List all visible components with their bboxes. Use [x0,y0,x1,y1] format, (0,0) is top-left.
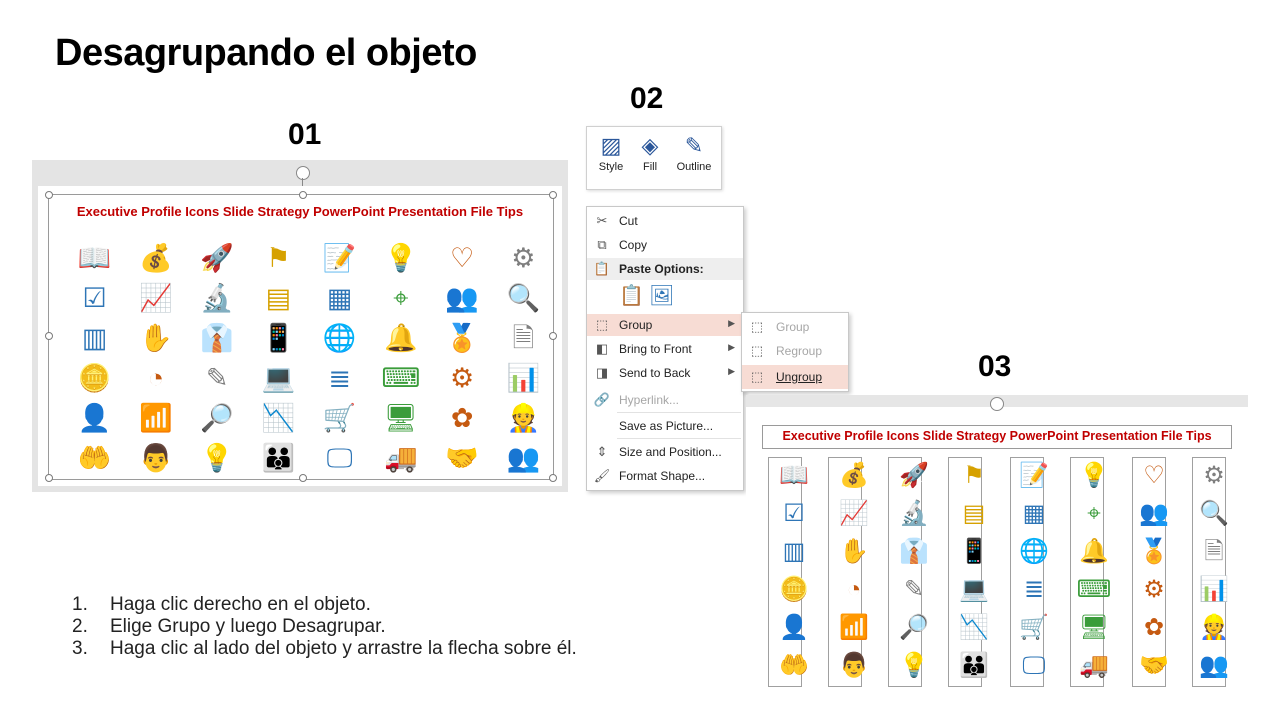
support-hand-icon: 🤲 [77,442,112,473]
menu-item-cut[interactable] [587,210,743,232]
coins-icon[interactable]: 🪙 [779,576,809,603]
devices-icon[interactable]: ▦ [1022,500,1046,527]
group-people-icon: 👥 [506,442,541,473]
bar-chart-icon: 📶 [139,402,173,433]
network-icon: ⚑ [266,242,291,273]
laptop-icon: 💻 [261,362,296,393]
worker-icon[interactable]: 👷 [1199,614,1229,641]
step-number-02: 02 [630,82,664,115]
gear-icon[interactable]: ⚙ [1143,576,1165,603]
menu-item-hyperlink[interactable] [587,389,743,411]
money-hand-icon: ⚙ [511,242,536,273]
heart-hand-icon: ♡ [450,242,475,273]
certificate-icon[interactable]: 🗎 [1204,538,1224,565]
paste-icon: 📋 [619,285,644,307]
growth-icon[interactable]: 📈 [839,500,869,527]
meeting-icon[interactable]: 👪 [959,652,989,679]
bulb-icon: 💡 [384,242,418,273]
report-search-icon: 🔎 [200,402,234,433]
handshake-icon: 🤝 [445,442,479,473]
invoice-icon[interactable]: ≣ [1023,576,1045,603]
scissors-icon: ✂ [596,213,608,228]
menu-label: Paste Options: [619,262,704,276]
menu-separator [617,412,741,413]
ungrouped-slide-screenshot [746,395,1248,697]
money-hand-icon[interactable]: ⚙ [1203,462,1225,489]
instruction-item [72,594,632,616]
checklist-icon[interactable]: ☑ [783,500,805,527]
delivery-icon[interactable]: 🚚 [1079,652,1109,679]
location-icon[interactable]: ⌖ [1087,500,1101,527]
grouped-slide-screenshot [32,160,568,492]
menu-separator [617,438,741,439]
outline-button[interactable] [674,131,714,173]
resize-handle[interactable] [549,191,557,199]
notification-icon[interactable]: 🔔 [1079,538,1109,565]
chart-up-icon: 📉 [261,402,296,433]
ungroup-icon: ⬚ [750,369,764,384]
coin-icon[interactable]: 💰 [839,462,869,489]
menu-label: Size and Position... [619,445,722,459]
edit-document-icon: ✎ [205,362,229,393]
submenu-label: Ungroup [776,370,823,384]
instruction-item [72,616,632,638]
board-icon: ▤ [265,282,292,313]
resize-handle[interactable] [45,332,53,340]
notification-icon: 🔔 [384,322,418,353]
process-icon: ✿ [450,402,474,433]
network-icon[interactable]: ⚑ [963,462,985,489]
menu-item-send-to-back[interactable] [587,362,743,384]
pie-chart-icon: ◔ [147,362,165,393]
menu-item-save-as-picture[interactable] [587,415,743,437]
bulb-icon[interactable]: 💡 [1079,462,1109,489]
process-icon[interactable]: ✿ [1143,614,1165,641]
rocket-icon[interactable]: 🚀 [899,462,929,489]
instruction-text: Haga clic al lado del objeto y arrastre la flecha sobre él. [110,638,577,659]
menu-item-size-and-position[interactable] [587,441,743,463]
menu-item-format-shape[interactable] [587,465,743,487]
analytics-icon[interactable]: 📊 [1199,576,1229,603]
paste-options-header [587,258,743,280]
globe-hand-icon: 🌐 [322,322,357,353]
menu-label: Send to Back [619,366,691,380]
presentation-icon[interactable]: 👔 [899,538,929,565]
badge-icon[interactable]: 🏅 [1139,538,1169,565]
edit-document-icon[interactable]: ✎ [903,576,925,603]
style-label: Style [598,161,624,173]
checklist-icon: ☑ [82,282,107,313]
slide-title: Executive Profile Icons Slide Strategy PowerPoint Presentation File Tips [782,429,1212,443]
book-icon: 📖 [77,242,112,273]
menu-label: Group [619,318,653,332]
laptop-icon[interactable]: 💻 [959,576,989,603]
menu-label: Format Shape... [619,469,706,483]
instruction-number: 3. [72,638,88,659]
org-chart-icon[interactable]: 👤 [779,614,809,641]
menu-label: Hyperlink... [619,393,680,407]
outline-label: Outline [676,161,712,173]
paste-option-use-destination[interactable] [619,283,644,308]
icon-grid [64,238,554,478]
location-icon: ⌖ [393,282,409,313]
devices-icon: ▦ [326,282,353,313]
style-button[interactable] [591,131,631,173]
copy-icon: ⧉ [597,237,607,252]
coin-icon: 💰 [139,242,173,273]
submenu-label: Group [776,320,810,334]
chevron-right-icon: ▶ [728,342,735,352]
html-file-icon: ⌨ [381,362,421,393]
chevron-right-icon: ▶ [728,318,735,328]
submenu-item-regroup[interactable] [742,339,848,363]
idea-icon[interactable]: 💡 [899,652,929,679]
group-icon: ⬚ [595,317,609,332]
org-chart-icon: 👤 [77,402,112,433]
bar-chart-icon[interactable]: 📶 [839,614,869,641]
globe-hand-icon[interactable]: 🌐 [1019,538,1049,565]
idea-icon: 💡 [200,442,234,473]
send-back-icon: ◨ [595,365,609,380]
phone-icon[interactable]: 📱 [959,538,989,565]
pie-chart-icon[interactable]: ◔ [846,576,862,603]
worker-icon: 👷 [506,402,541,433]
size-icon: ⇕ [596,444,608,459]
phone-icon: 📱 [261,322,296,353]
executive-icon[interactable]: 👨 [839,652,869,679]
style-icon: ▨ [600,133,622,158]
team-icon: 👥 [445,282,479,313]
chart-up-icon[interactable]: 📉 [959,614,989,641]
report-search-icon[interactable]: 🔎 [899,614,929,641]
badge-icon: 🏅 [445,322,479,353]
instructions-list [72,594,632,660]
dollar-hand-icon: ✋ [139,322,173,353]
cart-icon: 🛒 [322,402,357,433]
submenu-item-ungroup[interactable] [742,365,848,389]
group-icon: ⬚ [750,319,764,334]
microscope-icon: 🔬 [200,282,234,313]
cabinet-icon[interactable]: ▥ [782,538,806,565]
microscope-icon[interactable]: 🔬 [899,500,929,527]
group-submenu [741,312,849,392]
menu-item-bring-to-front[interactable] [587,338,743,360]
step-number-03: 03 [978,350,1012,383]
resize-handle[interactable] [299,191,307,199]
instruction-number: 2. [72,616,88,637]
icon-grid [764,457,1244,685]
coins-icon: 🪙 [77,362,112,393]
fill-label: Fill [642,161,658,173]
instruction-item [72,638,632,660]
clipboard-icon: 📋 [593,261,611,276]
team-icon[interactable]: 👥 [1139,500,1169,527]
executive-icon: 👨 [139,442,173,473]
rotate-handle[interactable] [990,397,1004,411]
group-people-icon[interactable]: 👥 [1199,652,1229,679]
rocket-icon: 🚀 [200,242,234,273]
fill-button[interactable] [630,131,670,173]
menu-label: Bring to Front [619,342,692,356]
cabinet-icon: ▥ [81,322,108,353]
screen-icon[interactable]: 🖵 [1022,652,1046,679]
regroup-icon: ⬚ [750,343,764,358]
instruction-number: 1. [72,594,88,615]
menu-label: Copy [619,238,648,252]
resize-handle[interactable] [45,474,53,482]
step-number-01: 01 [288,118,322,151]
monitor-target-icon: 🖥 [383,402,419,433]
pen-outline-icon: ✎ [684,133,704,158]
menu-item-group[interactable] [587,314,743,336]
certificate-icon: 🗎 [512,322,535,353]
chevron-right-icon: ▶ [728,366,735,376]
instruction-text: Elige Grupo y luego Desagrupar. [110,616,386,637]
document-icon[interactable]: 📝 [1019,462,1049,489]
bring-front-icon: ◧ [595,341,609,356]
invoice-icon: ≣ [328,362,351,393]
menu-label: Save as Picture... [619,419,714,433]
book-icon[interactable]: 📖 [779,462,809,489]
link-icon: 🔗 [593,392,611,407]
gear-icon: ⚙ [450,362,475,393]
submenu-label: Regroup [776,344,823,358]
menu-item-copy[interactable] [587,234,743,256]
growth-icon: 📈 [139,282,173,313]
menu-label: Cut [619,214,638,228]
submenu-item-group[interactable] [742,315,848,339]
monitor-target-icon[interactable]: 🖥 [1078,614,1110,641]
shape-style-ribbon [586,126,722,190]
analytics-icon: 📊 [506,362,541,393]
slide-title: Executive Profile Icons Slide Strategy PowerPoint Presentation File Tips [76,204,524,219]
heart-hand-icon[interactable]: ♡ [1143,462,1165,489]
dollar-hand-icon[interactable]: ✋ [839,538,869,565]
search-icon[interactable]: 🔍 [1199,500,1229,527]
presentation-icon: 👔 [200,322,234,353]
board-icon[interactable]: ▤ [962,500,986,527]
resize-handle[interactable] [45,191,53,199]
document-icon: 📝 [322,242,357,273]
page-title: Desagrupando el objeto [55,32,477,74]
screen-icon: 🖵 [326,442,353,473]
format-shape-icon: 🖌 [593,468,611,483]
search-icon: 🔍 [506,282,541,313]
delivery-icon: 🚚 [384,442,418,473]
paste-picture-icon: 🖼 [649,285,675,307]
html-file-icon[interactable]: ⌨ [1076,576,1112,603]
paste-option-picture[interactable] [649,283,674,308]
context-menu [586,206,744,491]
handshake-icon[interactable]: 🤝 [1139,652,1169,679]
meeting-icon: 👪 [261,442,296,473]
cart-icon[interactable]: 🛒 [1019,614,1049,641]
paint-bucket-icon: ◈ [641,133,659,158]
support-hand-icon[interactable]: 🤲 [779,652,809,679]
rotate-handle[interactable] [296,166,310,180]
instruction-text: Haga clic derecho en el objeto. [110,594,371,615]
